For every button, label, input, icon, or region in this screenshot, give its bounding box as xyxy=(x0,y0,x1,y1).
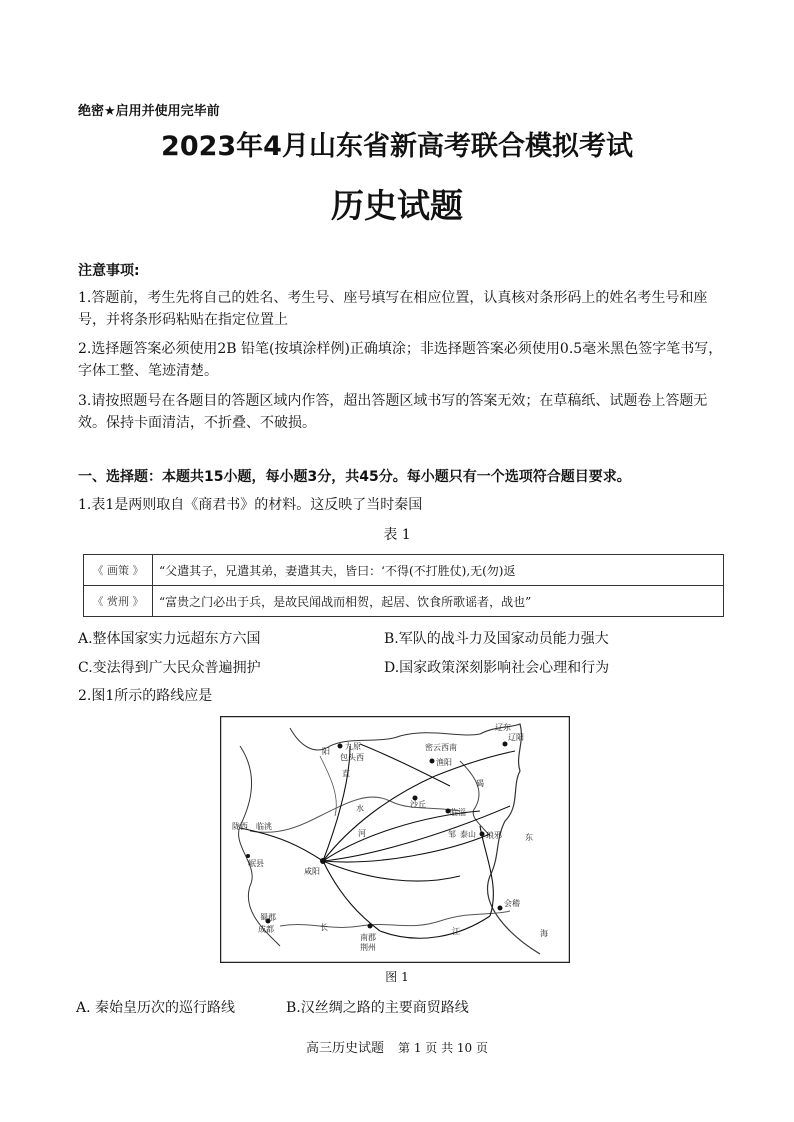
exam-title: 2023年4月山东省新高考联合模拟考试 xyxy=(161,131,633,162)
map-label: 碣 xyxy=(476,779,484,788)
table-row xyxy=(84,555,724,586)
footer-title: 高三历史试题 xyxy=(306,1041,385,1056)
map-label: 南郡 xyxy=(360,933,376,942)
figure-caption: 图 1 xyxy=(385,970,409,984)
table-caption: 表 1 xyxy=(383,527,411,543)
q2-option-b: B.汉丝绸之路的主要商贸路线 xyxy=(286,1000,469,1016)
map-label: 临淄 xyxy=(450,808,466,817)
notice-heading: 注意事项: xyxy=(78,263,140,279)
subject-title: 历史试题 xyxy=(331,186,463,225)
table-source-cell: 《 画策 》 xyxy=(84,555,153,586)
q1-option-a: A.整体国家实力远超东方六国 xyxy=(78,631,261,647)
map-label: 辽东 xyxy=(495,723,511,732)
map-label: 辽阳 xyxy=(508,733,524,742)
source-table xyxy=(83,554,724,617)
question-2-stem: 2.图1所示的路线应是 xyxy=(78,688,213,704)
q1-option-c: C.变法得到广大民众普遍拥护 xyxy=(78,660,261,676)
route-map-figure xyxy=(220,716,570,963)
map-label: 江 xyxy=(452,927,460,936)
map-label: 泰山 xyxy=(460,830,476,839)
map-label: 密云西南 xyxy=(425,743,457,752)
notice-item-3: 3.请按照题号在各题目的答题区域内作答，超出答题区域书写的答案无效；在草稿纸、试题卷上答题无效。保持卡面清洁，不折叠、不破损。 xyxy=(78,393,708,431)
confidential-mark: 绝密★启用并使用完毕前 xyxy=(78,104,220,119)
map-label: 河 xyxy=(358,829,366,838)
notice-item-1: 1.答题前，考生先将自己的姓名、考生号、座号填写在相应位置，认真核对条形码上的姓名考生号和座号，并将条形码粘贴在指定位置上 xyxy=(78,290,708,328)
map-label: 包头西 xyxy=(340,753,364,762)
map-label: 渔阳 xyxy=(436,758,452,767)
map-label: 临洮 xyxy=(256,822,272,831)
table-row xyxy=(84,586,724,617)
map-label: 邹 xyxy=(448,830,456,839)
map-label: 成都 xyxy=(258,925,274,934)
map-label: 荆州 xyxy=(360,943,376,952)
map-label: 沙丘 xyxy=(410,800,426,809)
map-label: 长 xyxy=(320,923,328,932)
q1-option-b: B.军队的战斗力及国家动员能力强大 xyxy=(384,631,609,647)
map-label: 东 xyxy=(525,833,533,842)
map-label: 阳 xyxy=(322,747,330,756)
page-number: 第 1 页 共 10 页 xyxy=(398,1041,488,1055)
map-label: 海 xyxy=(540,929,548,938)
page-footer xyxy=(0,1037,794,1056)
q2-option-a: A. 秦始皇历次的巡行路线 xyxy=(76,1000,236,1016)
table-text-cell: “父遣其子，兄遣其弟，妻遣其夫，皆曰：‘不得(不打胜仗),无(勿)返 xyxy=(153,555,724,586)
map-label: 蜀郡 xyxy=(260,913,276,922)
notice-item-2: 2.选择题答案必须使用2B 铅笔(按填涂样例)正确填涂；非选择题答案必须使用0.5毫米黑色签字笔书写，字体工整、笔迹清楚。 xyxy=(78,341,723,379)
map-label: 陇西 xyxy=(232,822,248,831)
map-label: 直 xyxy=(342,769,350,778)
map-label: 会稽 xyxy=(504,899,520,908)
question-1-stem: 1.表1是两则取自《商君书》的材料。这反映了当时秦国 xyxy=(78,497,423,513)
table-source-cell: 《 赏刑 》 xyxy=(84,586,153,617)
section-heading: 一、选择题：本题共15小题，每小题3分，共45分。每小题只有一个选项符合题目要求。 xyxy=(78,469,631,485)
map-label: 琅邪 xyxy=(486,831,502,840)
map-label: 岷县 xyxy=(248,859,264,868)
table-text-cell: “富贵之门必出于兵，是故民闻战而相贺，起居、饮食所歌谣者，战也” xyxy=(153,586,724,617)
map-label: 咸阳 xyxy=(304,867,320,876)
map-label: 九原 xyxy=(345,742,361,751)
map-label: 水 xyxy=(356,804,364,813)
q1-option-d: D.国家政策深刻影响社会心理和行为 xyxy=(384,660,610,676)
